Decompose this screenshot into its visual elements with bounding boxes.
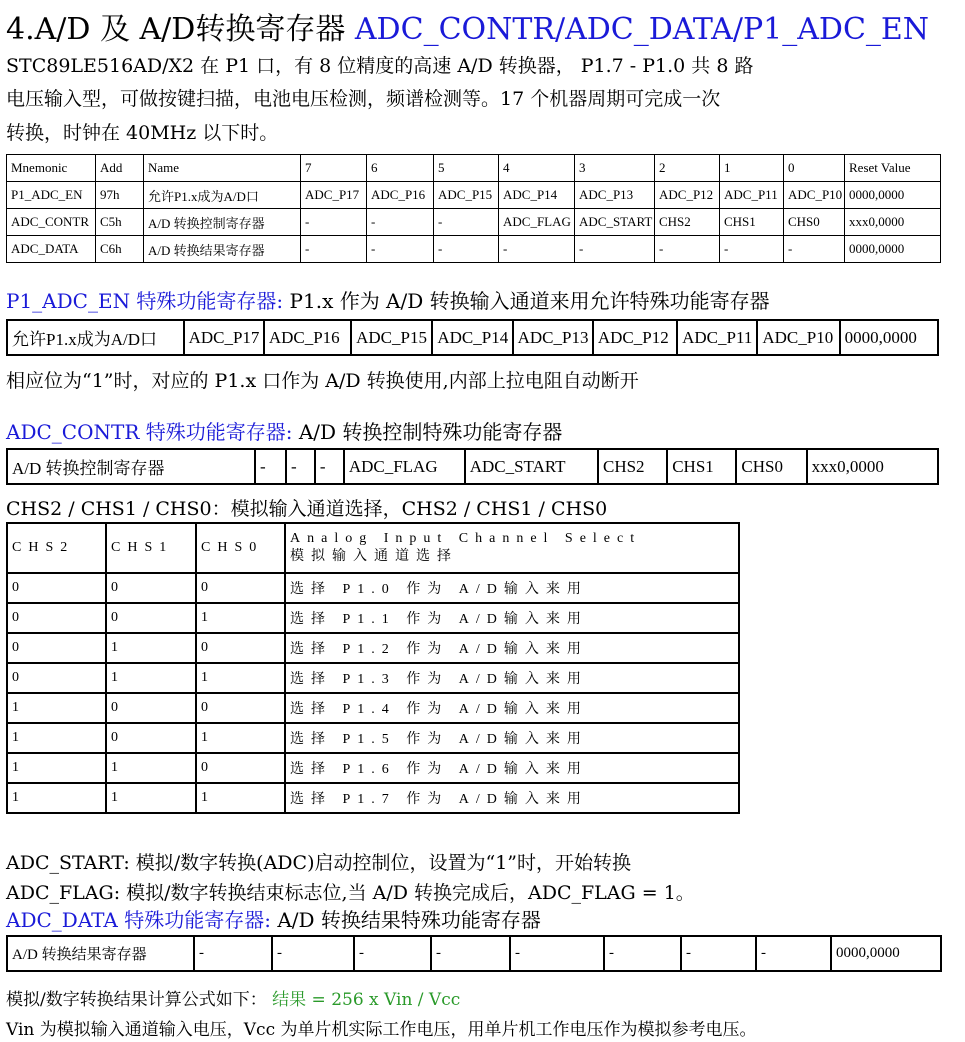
cell: 0 [106, 603, 196, 633]
cell: 0 [106, 693, 196, 723]
cell: A/D 转换结果寄存器 [144, 236, 301, 263]
register-row [7, 320, 938, 355]
chs-select-line: CHS2 / CHS1 / CHS0：模拟输入通道选择，CHS2 / CHS1 / CHS0 [6, 498, 608, 520]
cell: 0000,0000 [845, 182, 941, 209]
table-row [7, 723, 739, 753]
header-cell: Add [96, 155, 144, 182]
cell: 0 [7, 663, 106, 693]
register-cell: - [255, 449, 286, 484]
cell: 1 [106, 783, 196, 813]
header-cell: Reset Value [845, 155, 941, 182]
register-row [7, 449, 938, 484]
summary-header-row [7, 155, 941, 182]
cell: ADC_P12 [655, 182, 720, 209]
cell: ADC_P17 [301, 182, 367, 209]
chs-header-cell: CHS2 [7, 523, 106, 573]
table-row [7, 693, 739, 723]
table-row [7, 633, 739, 663]
register-cell: - [315, 449, 344, 484]
register-cell: A/D 转换控制寄存器 [7, 449, 255, 484]
intro-line-3: 转换，时钟在 40MHz 以下时。 [6, 122, 279, 144]
cell: 0 [196, 633, 285, 663]
p1-adc-en-heading [6, 285, 770, 314]
header-cell: Name [144, 155, 301, 182]
formula-expression: 结果 = 256 x Vin / Vcc [272, 990, 461, 1010]
cell: - [434, 209, 499, 236]
cell: ADC_P10 [784, 182, 845, 209]
cell: 0000,0000 [845, 236, 941, 263]
cell: 1 [106, 633, 196, 663]
table-row [7, 783, 739, 813]
cell: 97h [96, 182, 144, 209]
register-cell: 0000,0000 [831, 936, 941, 971]
adc-start-description: ADC_START: 模拟/数字转换(ADC)启动控制位，设置为“1”时，开始转换 [6, 852, 632, 874]
table-row [7, 663, 739, 693]
register-cell: ADC_P12 [593, 320, 677, 355]
cell: - [499, 236, 575, 263]
register-cell: ADC_P10 [757, 320, 839, 355]
register-cell: ADC_P16 [264, 320, 351, 355]
formula-line [6, 985, 460, 1010]
cell: 0 [106, 573, 196, 603]
cell: 允许P1.x成为A/D口 [144, 182, 301, 209]
register-cell: ADC_P15 [351, 320, 432, 355]
register-cell: ADC_P14 [432, 320, 512, 355]
cell: 选择 P1.0 作为 A/D输入来用 [285, 573, 739, 603]
cell: 0 [7, 633, 106, 663]
intro-line-1: STC89LE516AD/X2 在 P1 口，有 8 位精度的高速 A/D 转换器， P1.7 - P1.0 共 8 路 [6, 55, 754, 77]
header-cell: 2 [655, 155, 720, 182]
register-cell: - [431, 936, 510, 971]
cell: ADC_CONTR [7, 209, 96, 236]
p1-adc-en-name: P1_ADC_EN 特殊功能寄存器 [6, 289, 277, 313]
cell: 1 [7, 693, 106, 723]
cell: 1 [196, 603, 285, 633]
title-registers: ADC_CONTR/ADC_DATA/P1_ADC_EN [354, 12, 930, 47]
cell: 0 [196, 693, 285, 723]
cell: ADC_DATA [7, 236, 96, 263]
cell: 1 [7, 723, 106, 753]
cell: 1 [7, 753, 106, 783]
cell: 1 [7, 783, 106, 813]
header-cell: 6 [367, 155, 434, 182]
cell: 选择 P1.3 作为 A/D输入来用 [285, 663, 739, 693]
chs-header-cell: CHS1 [106, 523, 196, 573]
register-cell: 0000,0000 [840, 320, 938, 355]
table-row [7, 603, 739, 633]
adc-data-name: ADC_DATA 特殊功能寄存器 [6, 908, 265, 932]
adc-contr-register [6, 448, 939, 485]
footer-note: Vin 为模拟输入通道输入电压，Vcc 为单片机实际工作电压，用单片机工作电压作为模拟参考电压。 [6, 1020, 757, 1040]
register-cell: CHS2 [598, 449, 667, 484]
register-cell: CHS1 [667, 449, 736, 484]
cell: 0 [7, 603, 106, 633]
cell: xxx0,0000 [845, 209, 941, 236]
adc-data-register [6, 935, 942, 972]
cell: 选择 P1.2 作为 A/D输入来用 [285, 633, 739, 663]
cell: 1 [196, 783, 285, 813]
cell: 0 [106, 723, 196, 753]
register-cell: - [604, 936, 681, 971]
header-cell: 7 [301, 155, 367, 182]
heading-colon: : [276, 289, 284, 313]
table-row [7, 209, 941, 236]
register-cell: A/D 转换结果寄存器 [7, 936, 194, 971]
cell: ADC_START [575, 209, 655, 236]
cell: 0 [196, 753, 285, 783]
cell: - [784, 236, 845, 263]
table-row [7, 753, 739, 783]
chs-header-row [7, 523, 739, 573]
cell: - [434, 236, 499, 263]
register-cell: - [681, 936, 756, 971]
cell: ADC_P11 [720, 182, 784, 209]
register-cell: - [194, 936, 272, 971]
header-cell: 0 [784, 155, 845, 182]
chs-header-desc [285, 523, 739, 573]
cell: 1 [196, 723, 285, 753]
chs-header-desc-en: Analog Input Channel Select [290, 531, 642, 546]
cell: ADC_P15 [434, 182, 499, 209]
chs-select-table [6, 522, 740, 814]
adc-data-heading [6, 904, 541, 933]
register-cell: ADC_START [465, 449, 598, 484]
cell: C6h [96, 236, 144, 263]
intro-line-2: 电压输入型，可做按键扫描，电池电压检测，频谱检测等。17 个机器周期可完成一次 [6, 88, 721, 110]
register-cell: ADC_P13 [513, 320, 593, 355]
register-summary-table [6, 154, 941, 263]
p1-adc-en-register [6, 319, 939, 356]
adc-contr-heading [6, 416, 562, 445]
register-row [7, 936, 941, 971]
cell: ADC_FLAG [499, 209, 575, 236]
register-cell: ADC_P11 [677, 320, 757, 355]
adc-flag-description: ADC_FLAG: 模拟/数字转换结束标志位,当 A/D 转换完成后，ADC_FLAG = 1。 [6, 882, 695, 904]
cell: P1_ADC_EN [7, 182, 96, 209]
cell: ADC_P16 [367, 182, 434, 209]
register-cell: - [510, 936, 604, 971]
header-cell: 4 [499, 155, 575, 182]
cell: - [301, 236, 367, 263]
table-row [7, 236, 941, 263]
cell: - [301, 209, 367, 236]
adc-contr-name: ADC_CONTR 特殊功能寄存器 [6, 420, 286, 444]
p1-adc-en-desc: P1.x 作为 A/D 转换输入通道来用允许特殊功能寄存器 [283, 289, 770, 313]
header-cell: 5 [434, 155, 499, 182]
heading-colon: : [264, 908, 271, 932]
title-prefix: 4.A/D 及 A/D转换寄存器 [6, 12, 355, 47]
adc-data-desc: A/D 转换结果特殊功能寄存器 [270, 908, 541, 932]
cell: 选择 P1.4 作为 A/D输入来用 [285, 693, 739, 723]
p1-adc-en-note: 相应位为“1”时，对应的 P1.x 口作为 A/D 转换使用,内部上拉电阻自动断开 [6, 370, 639, 392]
register-cell: xxx0,0000 [807, 449, 938, 484]
register-cell: - [756, 936, 831, 971]
register-cell: ADC_P17 [184, 320, 264, 355]
cell: - [367, 236, 434, 263]
cell: 1 [106, 753, 196, 783]
cell: 选择 P1.7 作为 A/D输入来用 [285, 783, 739, 813]
table-row [7, 573, 739, 603]
cell: A/D 转换控制寄存器 [144, 209, 301, 236]
cell: 选择 P1.5 作为 A/D输入来用 [285, 723, 739, 753]
cell: 0 [7, 573, 106, 603]
register-cell: ADC_FLAG [344, 449, 465, 484]
formula-label: 模拟/数字转换结果计算公式如下： [6, 990, 267, 1010]
cell: - [655, 236, 720, 263]
cell: CHS2 [655, 209, 720, 236]
heading-colon: : [285, 420, 293, 444]
page-title [6, 4, 929, 48]
header-cell: Mnemonic [7, 155, 96, 182]
cell: C5h [96, 209, 144, 236]
register-cell: CHS0 [736, 449, 806, 484]
register-cell: 允许P1.x成为A/D口 [7, 320, 184, 355]
cell: ADC_P14 [499, 182, 575, 209]
chs-header-desc-zh: 模拟输入通道选择 [290, 549, 458, 564]
register-cell: - [354, 936, 431, 971]
adc-contr-desc: A/D 转换控制特殊功能寄存器 [292, 420, 563, 444]
cell: CHS0 [784, 209, 845, 236]
cell: 选择 P1.6 作为 A/D输入来用 [285, 753, 739, 783]
cell: 1 [106, 663, 196, 693]
cell: - [720, 236, 784, 263]
cell: ADC_P13 [575, 182, 655, 209]
register-cell: - [272, 936, 354, 971]
cell: CHS1 [720, 209, 784, 236]
chs-header-cell: CHS0 [196, 523, 285, 573]
table-row [7, 182, 941, 209]
header-cell: 3 [575, 155, 655, 182]
header-cell: 1 [720, 155, 784, 182]
register-cell: - [286, 449, 315, 484]
cell: 1 [196, 663, 285, 693]
cell: - [575, 236, 655, 263]
cell: 选择 P1.1 作为 A/D输入来用 [285, 603, 739, 633]
cell: 0 [196, 573, 285, 603]
cell: - [367, 209, 434, 236]
